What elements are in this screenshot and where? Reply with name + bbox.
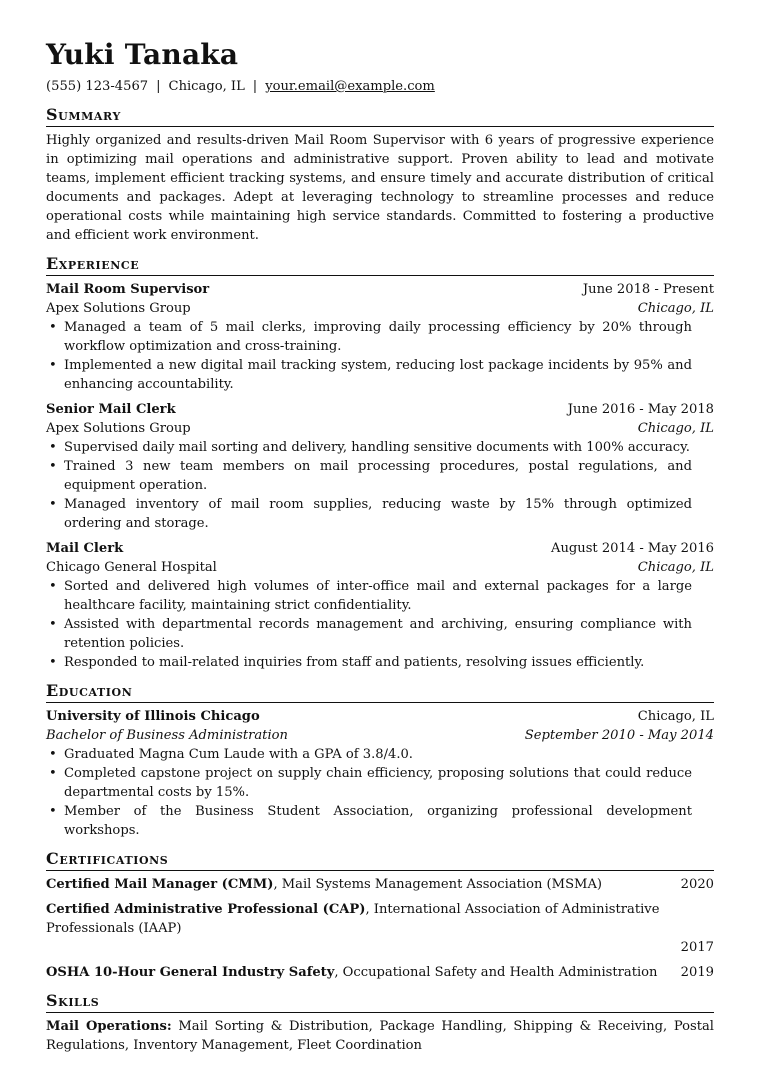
job-bullets [46, 318, 714, 394]
education-dates: September 2010 - May 2014 [524, 728, 714, 743]
skills-list: Mail Sorting & Distribution, Package Handling, Shipping & Receiving, Postal Regulations, Inventory Management, Fleet Coordination [46, 1019, 714, 1053]
skills-line [46, 1017, 714, 1055]
contact-line [46, 78, 714, 96]
summary-text: Highly organized and results-driven Mail Room Supervisor with 6 years of progressive experience in optimizing mail operations and administrative support. Proven ability to lead and motivate teams, implement efficient tracking systems, and ensure timely and accurate distribution of critical documents and packages. Adept at leveraging technology to streamline processes and reduce operational costs while maintaining high service standards. Committed to fostering a productive and efficient work environment. [46, 133, 714, 243]
certification-name: Certified Administrative Professional (CAP) [46, 902, 366, 917]
certification-org: , Mail Systems Management Association (MSMA) [273, 877, 603, 892]
bullet-item: • Trained 3 new team members on mail processing procedures, postal regulations, and equipment operation. [64, 457, 714, 495]
bullet-item: • Assisted with departmental records management and archiving, ensuring compliance with retention policies. [64, 615, 714, 653]
section-heading-education: Education [46, 681, 714, 703]
contact-separator: | [156, 79, 161, 94]
degree: Bachelor of Business Administration [46, 728, 288, 743]
bullet-item: • Member of the Business Student Association, organizing professional development workshops. [64, 802, 714, 840]
job-dates: June 2018 - Present [582, 282, 714, 297]
email-link[interactable]: your.email@example.com [265, 79, 435, 94]
certification-item [46, 963, 714, 982]
job-entry [46, 280, 714, 394]
school-location: Chicago, IL [637, 709, 714, 724]
contact-separator: | [252, 79, 258, 94]
job-title: Mail Room Supervisor [46, 282, 210, 297]
experience-list [46, 280, 714, 672]
school-name: University of Illinois Chicago [46, 709, 260, 724]
certification-name: Certified Mail Manager (CMM) [46, 877, 274, 892]
section-heading-experience: Experience [46, 254, 714, 276]
bullet-item: • Supervised daily mail sorting and delivery, handling sensitive documents with 100% accuracy. [64, 438, 714, 457]
education-entry [46, 707, 714, 840]
job-title: Senior Mail Clerk [46, 402, 176, 417]
job-bullets [46, 577, 714, 672]
location: Chicago, IL [168, 79, 245, 94]
bullet-item: • Managed a team of 5 mail clerks, improving daily processing efficiency by 20% through workflow optimization and cross-training. [64, 318, 714, 356]
bullet-item: • Implemented a new digital mail tracking system, reducing lost package incidents by 95% and enhancing accountability. [64, 356, 714, 394]
bullet-item: • Graduated Magna Cum Laude with a GPA of 3.8/4.0. [64, 745, 714, 764]
job-bullets [46, 438, 714, 533]
job-entry [46, 539, 714, 672]
certification-year: 2017 [680, 940, 714, 955]
certification-item [46, 900, 714, 957]
section-heading-summary: Summary [46, 105, 714, 127]
job-dates: August 2014 - May 2016 [550, 541, 714, 556]
certification-name: OSHA 10-Hour General Industry Safety [46, 965, 335, 980]
section-heading-skills: Skills [46, 991, 714, 1013]
bullet-item: • Responded to mail-related inquiries from staff and patients, resolving issues efficiently. [64, 653, 714, 672]
job-location: Chicago, IL [637, 560, 714, 575]
company-name: Apex Solutions Group [46, 301, 191, 316]
company-name: Chicago General Hospital [46, 560, 217, 575]
bullet-item: • Completed capstone project on supply chain efficiency, proposing solutions that could reduce departmental costs by 15%. [64, 764, 714, 802]
candidate-name: Yuki Tanaka [46, 38, 239, 71]
certification-org: , International Association of Administrative Professionals (IAAP) [46, 902, 660, 936]
certification-year: 2019 [680, 965, 714, 980]
section-heading-certifications: Certifications [46, 849, 714, 871]
phone: (555) 123-4567 [46, 79, 149, 94]
certification-year: 2020 [680, 877, 714, 892]
company-name: Apex Solutions Group [46, 421, 191, 436]
job-dates: June 2016 - May 2018 [567, 402, 714, 417]
bullet-item: • Managed inventory of mail room supplies, reducing waste by 15% through optimized ordering and storage. [64, 495, 714, 533]
job-title: Mail Clerk [46, 541, 124, 556]
certification-org: , Occupational Safety and Health Administration [334, 965, 658, 980]
certification-item [46, 875, 714, 894]
bullet-item: • Sorted and delivered high volumes of inter-office mail and external packages for a large healthcare facility, maintaining strict confidentiality. [64, 577, 714, 615]
job-location: Chicago, IL [637, 421, 714, 436]
job-location: Chicago, IL [637, 301, 714, 316]
education-bullets [46, 745, 714, 840]
job-entry [46, 400, 714, 533]
skills-category: Mail Operations: [46, 1019, 172, 1034]
certification-list [46, 875, 714, 982]
